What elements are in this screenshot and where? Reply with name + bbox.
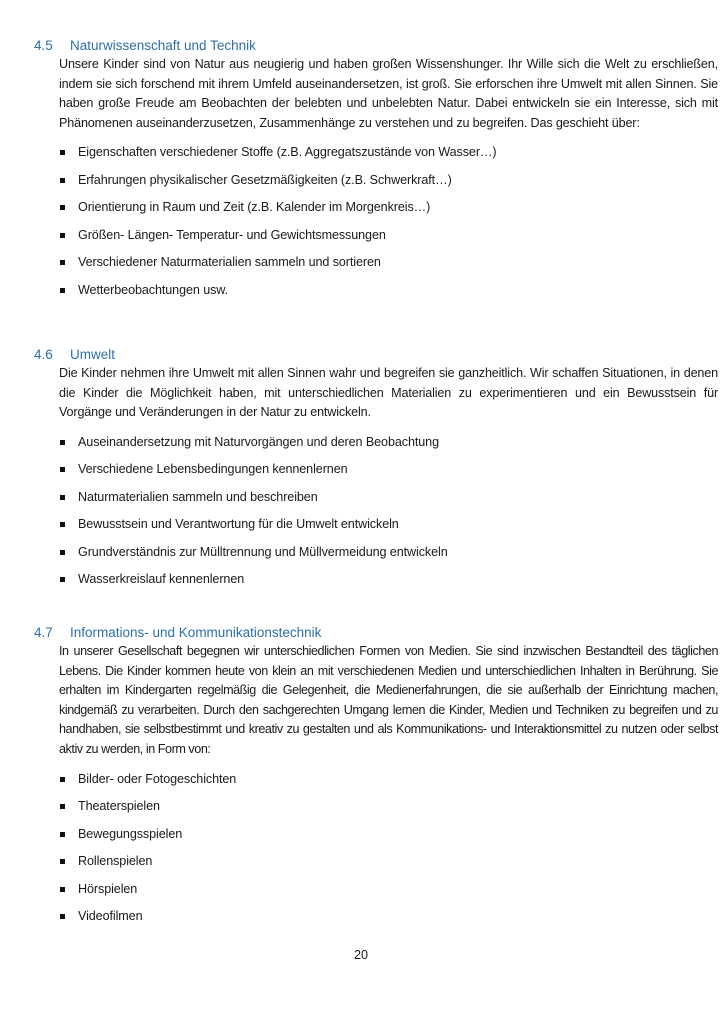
page-number: 20 [354,948,369,962]
section-paragraph: Die Kinder nehmen ihre Umwelt mit allen Sinnen wahr und begreifen sie ganzheitlich. Wir schaffen Situationen, in denen die Kinder die Möglichkeit haben, mit unterschiedlichen Materialien zu experimentieren und ein Bewusstsein für Vorgänge und Veränderungen in der Natur zu entwickeln. [59,366,718,420]
list-item: Hörspielen [59,880,694,908]
section-number: 4.5 [34,38,53,53]
square-bullet-icon [60,260,65,265]
square-bullet-icon [60,150,65,155]
section-informations-kommunikationstechnik [34,624,718,935]
bullet-list [59,770,694,935]
list-item: Rollenspielen [59,852,694,880]
square-bullet-icon [60,178,65,183]
section-paragraph: In unserer Gesellschaft begegnen wir unterschiedlichen Formen von Medien. Sie sind inzwischen Bestandteil des täglichen Lebens. Die Kinder kommen heute von klein an mit verschiedenen Medien und unterschiedlichen Inhalten in Berührung. Sie erhalten im Kindergarten regelmäßig die Gelegenheit, die Medienerfahrungen, die sie außerhalb der Einrichtung machen, kindgemäß zu verarbeiten. Durch den sachgerechten Umgang lernen die Kinder, Medien und Techniken zu begreifen und zu handhaben, sie selbstbestimmt und kreativ zu gestalten und als Kommunikations- und Interaktionsmittel zu nutzen oder selbst aktiv zu werden, in Form von: [59,644,718,756]
square-bullet-icon [60,467,65,472]
square-bullet-icon [60,832,65,837]
section-naturwissenschaft-technik [34,37,718,308]
list-item: Naturmaterialien sammeln und beschreiben [59,488,694,516]
bullet-list [59,433,694,598]
list-item: Bilder- oder Fotogeschichten [59,770,694,798]
list-item: Größen- Längen- Temperatur- und Gewichtsmessungen [59,226,694,254]
list-item: Orientierung in Raum und Zeit (z.B. Kalender im Morgenkreis…) [59,198,694,226]
square-bullet-icon [60,577,65,582]
list-item: Wasserkreislauf kennenlernen [59,570,694,598]
section-title: Umwelt [70,347,116,362]
list-item: Theaterspielen [59,797,694,825]
square-bullet-icon [60,288,65,293]
list-item: Eigenschaften verschiedener Stoffe (z.B. Aggregatszustände von Wasser…) [59,143,694,171]
square-bullet-icon [60,550,65,555]
square-bullet-icon [60,440,65,445]
square-bullet-icon [60,804,65,809]
list-item: Bewusstsein und Verantwortung für die Umwelt entwickeln [59,515,694,543]
list-item: Bewegungsspielen [59,825,694,853]
section-heading [34,346,694,364]
square-bullet-icon [60,233,65,238]
section-number: 4.6 [34,347,53,362]
section-umwelt [34,346,718,598]
list-item: Videofilmen [59,907,694,935]
square-bullet-icon [60,914,65,919]
square-bullet-icon [60,859,65,864]
square-bullet-icon [60,205,65,210]
square-bullet-icon [60,495,65,500]
square-bullet-icon [60,522,65,527]
list-item: Auseinandersetzung mit Naturvorgängen und deren Beobachtung [59,433,694,461]
list-item: Grundverständnis zur Mülltrennung und Müllvermeidung entwickeln [59,543,694,571]
square-bullet-icon [60,887,65,892]
list-item: Erfahrungen physikalischer Gesetzmäßigkeiten (z.B. Schwerkraft…) [59,171,694,199]
section-paragraph: Unsere Kinder sind von Natur aus neugierig und haben großen Wissenshunger. Ihr Wille sich die Welt zu erschließen, indem sie sich forschend mit ihrem Umfeld auseinandersetzen, ist groß. Sie erforschen ihre Umwelt mit allen Sinnen. Sie haben große Freude am Beobachten der belebten und unbelebten Natur. Dabei entwickeln sie ein Interesse, sich mit Phänomenen auseinanderzusetzen, Zusammenhänge zu verstehen und zu begreifen. Das geschieht über: [59,57,718,130]
section-number: 4.7 [34,625,53,640]
section-heading [34,37,694,55]
list-item: Wetterbeobachtungen usw. [59,281,694,309]
section-title: Informations- und Kommunikationstechnik [70,625,322,640]
square-bullet-icon [60,777,65,782]
bullet-list [59,143,694,308]
section-heading [34,624,694,642]
list-item: Verschiedener Naturmaterialien sammeln und sortieren [59,253,694,281]
section-title: Naturwissenschaft und Technik [70,38,256,53]
list-item: Verschiedene Lebensbedingungen kennenlernen [59,460,694,488]
